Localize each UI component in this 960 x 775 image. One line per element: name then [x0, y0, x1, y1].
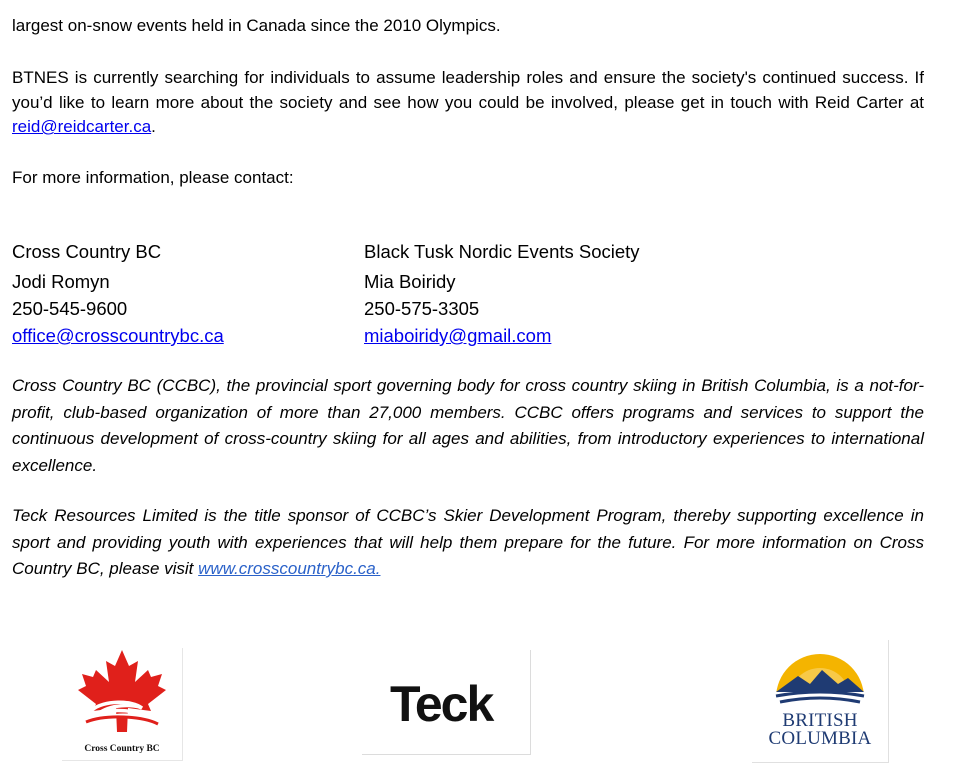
teck-logo — [362, 650, 531, 755]
about-ccbc: Cross Country BC (CCBC), the provincial sport governing body for cross country skiing in British Columbia, is a not-for-profit, club-based organization of more than 27,000 members. CCBC offers programs and services to support the continuous development of cross-country skiing for all ages and abilities, from introductory experiences to international excellence. — [12, 376, 924, 475]
paragraph-btnes — [12, 66, 924, 140]
contact-org: Cross Country BC — [12, 241, 162, 262]
bc-logo-line1: BRITISH — [782, 710, 858, 731]
contact-name: Jodi Romyn — [12, 271, 110, 292]
contact-intro: For more information, please contact: — [12, 168, 294, 187]
bc-logo-line2: COLUMBIA — [768, 728, 872, 749]
ccbc-logo — [62, 648, 183, 761]
contact-email-link[interactable]: miaboiridy@gmail.com — [364, 325, 552, 346]
contact-ccbc — [12, 238, 224, 349]
paragraph-olympics: largest on-snow events held in Canada since the 2010 Olympics. — [12, 16, 501, 35]
maple-leaf-icon — [62, 648, 182, 744]
contact-email-link[interactable]: office@crosscountrybc.ca — [12, 325, 224, 346]
contact-btnes — [364, 238, 640, 349]
about-teck-text: Teck Resources Limited is the title sponsor of CCBC’s Skier Development Program, thereby supporting excellence in sport and providing youth with experiences that will help them prepare for the future. For more information on Cross Country BC, please visit — [12, 506, 924, 578]
contact-phone: 250-575-3305 — [364, 298, 480, 319]
paragraph-btnes-end: . — [151, 117, 156, 136]
about-teck — [12, 503, 924, 583]
paragraph-btnes-text: BTNES is currently searching for individuals to assume leadership roles and ensure the society's continued success. If you’d like to learn more about the society and see how you could be involved, please get in touch with Reid Carter at — [12, 68, 924, 112]
contact-name: Mia Boiridy — [364, 271, 456, 292]
reid-email-link[interactable]: reid@reidcarter.ca — [12, 117, 152, 136]
setting-sun-icon — [752, 640, 888, 712]
british-columbia-logo — [752, 640, 889, 763]
contact-phone: 250-545-9600 — [12, 298, 128, 319]
ccbc-website-link[interactable]: www.crosscountrybc.ca. — [198, 559, 381, 578]
teck-wordmark: Teck — [390, 676, 493, 732]
ccbc-logo-caption: Cross Country BC — [84, 744, 160, 754]
contact-org: Black Tusk Nordic Events Society — [364, 241, 640, 262]
